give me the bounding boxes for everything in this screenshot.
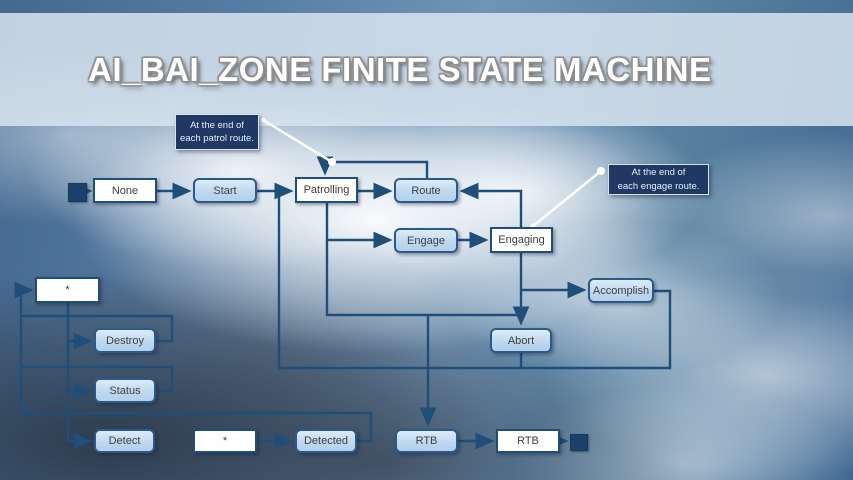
event-abort-label: Abort [507, 334, 535, 347]
callout-patrol-line2: each patrol route. [180, 133, 254, 144]
callout-patrol-line1: At the end of [190, 119, 244, 131]
callout-engage-line2: each engage route. [617, 180, 700, 192]
event-rtb [395, 429, 458, 453]
event-detected [295, 429, 357, 453]
event-accomplish [588, 278, 654, 303]
state-patrolling [295, 177, 358, 203]
state-star-any2-label: * [222, 435, 228, 447]
event-detect [94, 429, 155, 453]
state-none [93, 178, 157, 203]
slide-title: AI_BAI_ZONE FINITE STATE MACHINE [88, 51, 712, 88]
callout-patrol-route [175, 114, 259, 150]
event-engage-label: Engage [407, 234, 445, 247]
event-route-label: Route [411, 184, 441, 197]
state-engaging [490, 227, 553, 253]
state-rtb [496, 429, 560, 453]
start-terminal-square [68, 183, 87, 202]
event-status [94, 378, 156, 403]
callout-engage-route [608, 164, 709, 195]
state-star-any2 [193, 429, 257, 453]
event-rtb-label: RTB [415, 435, 438, 447]
state-rtb-label: RTB [517, 435, 539, 447]
state-engaging-label: Engaging [498, 234, 545, 246]
event-destroy [94, 328, 156, 353]
event-accomplish-label: Accomplish [592, 284, 650, 297]
event-route [394, 178, 458, 203]
event-abort [490, 328, 552, 353]
state-patrolling-label: Patrolling [303, 184, 350, 196]
callout-engage-line1: At the end of [631, 167, 686, 179]
event-start-label: Start [213, 184, 237, 197]
event-status-label: Status [109, 384, 141, 397]
event-detect-label: Detect [108, 435, 141, 447]
event-destroy-label: Destroy [106, 334, 144, 347]
end-terminal-square [570, 434, 588, 451]
event-engage [394, 228, 458, 253]
event-start [193, 178, 257, 203]
state-star-any-label: * [65, 284, 70, 296]
state-none-label: None [111, 184, 139, 197]
event-detected-label: Detected [303, 435, 349, 447]
state-star-any [35, 277, 100, 303]
